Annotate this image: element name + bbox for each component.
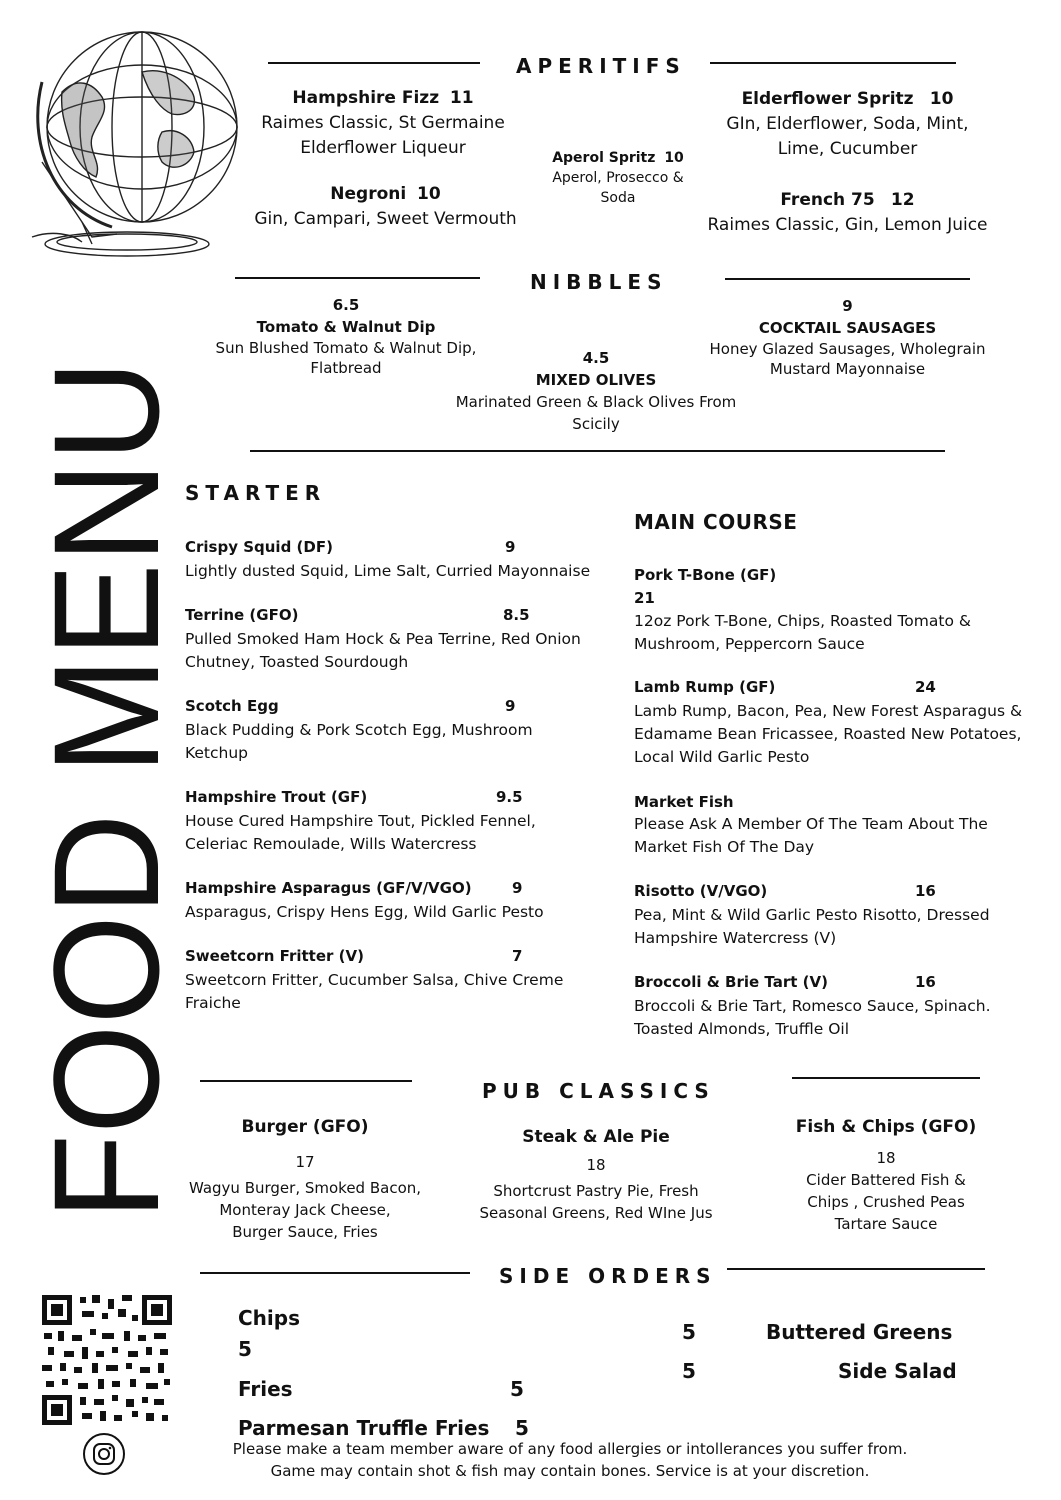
main-item: [634, 882, 1054, 950]
item-desc: Lamb Rump, Bacon, Pea, New Forest Asparagus &: [634, 702, 1023, 720]
qr-code[interactable]: [42, 1295, 172, 1425]
item-desc: Edamame Bean Fricassee, Roasted New Potatoes,: [634, 725, 1022, 743]
aperitif-negroni: [243, 182, 528, 232]
item-price: 9.5: [496, 788, 523, 806]
item-desc: House Cured Hampshire Tout, Pickled Fennel,: [185, 812, 536, 830]
side-truffle-fries: Parmesan Truffle Fries: [238, 1416, 490, 1440]
item-desc: Broccoli & Brie Tart, Romesco Sauce, Spinach.: [634, 997, 991, 1015]
main-item: [634, 564, 1054, 656]
item-desc: Pea, Mint & Wild Garlic Pesto Risotto, Dressed: [634, 906, 990, 924]
nibble-cocktail-sausages: [695, 295, 1000, 379]
item-desc: Tartare Sauce: [834, 1215, 938, 1233]
item-desc: Lime, Cucumber: [777, 139, 918, 159]
nibbles-heading: NIBBLES: [530, 270, 668, 294]
starter-item: [185, 947, 625, 1015]
item-desc: Toasted Almonds, Truffle Oil: [634, 1020, 850, 1038]
item-desc: Wagyu Burger, Smoked Bacon,: [188, 1179, 422, 1197]
item-price: 9: [842, 297, 853, 315]
side-greens-price: 5: [682, 1320, 696, 1344]
item-desc: Shortcrust Pastry Pie, Fresh: [493, 1182, 699, 1200]
item-name: Terrine (GFO): [185, 606, 299, 624]
starter-item: [185, 879, 625, 924]
item-name: Burger (GFO): [241, 1117, 369, 1137]
item-desc: Celeriac Remoulade, Wills Watercress: [185, 835, 477, 853]
item-desc: Local Wild Garlic Pesto: [634, 748, 810, 766]
item-price: 18: [586, 1156, 606, 1174]
side-fries: Fries: [238, 1377, 293, 1401]
item-price: 7: [512, 947, 523, 965]
item-price: 4.5: [582, 349, 610, 367]
nibbles-rule-left: [235, 277, 480, 279]
item-desc: Black Pudding & Pork Scotch Egg, Mushroom: [185, 721, 533, 739]
globe-illustration: [22, 22, 244, 262]
item-price: 21: [634, 589, 655, 607]
pub-item-burger: [170, 1115, 440, 1243]
item-desc: Pulled Smoked Ham Hock & Pea Terrine, Red Onion: [185, 630, 581, 648]
pub-item-steak-pie: [460, 1125, 732, 1224]
item-name: French 75: [780, 190, 875, 210]
main-item: [634, 678, 1054, 769]
starter-item: [185, 788, 625, 856]
item-desc: Please Ask A Member Of The Team About The: [634, 815, 988, 833]
item-name: Elderflower Spritz: [741, 89, 914, 109]
item-desc: Hampshire Watercress (V): [634, 929, 837, 947]
item-price: 10: [417, 184, 441, 204]
starter-item: [185, 538, 625, 583]
side-buttered-greens: Buttered Greens: [766, 1320, 953, 1344]
item-desc: Flatbread: [310, 359, 382, 377]
side-chips: Chips: [238, 1306, 300, 1330]
item-desc: Cider Battered Fish &: [806, 1171, 966, 1189]
item-name: Negroni: [330, 184, 407, 204]
item-desc: Lightly dusted Squid, Lime Salt, Curried Mayonnaise: [185, 562, 591, 580]
svg-text:FOOD MENU: FOOD MENU: [22, 303, 190, 1220]
item-desc: Ketchup: [185, 744, 249, 762]
item-desc: Marinated Green & Black Olives From: [455, 393, 737, 411]
item-price: 11: [449, 88, 474, 108]
item-name: Market Fish: [634, 793, 734, 811]
pub-rule-right: [792, 1077, 980, 1079]
item-name: Risotto (V/VGO): [634, 882, 768, 900]
item-desc: Raimes Classic, St Germaine: [261, 113, 505, 133]
item-desc: Market Fish Of The Day: [634, 838, 815, 856]
instagram-icon[interactable]: [82, 1432, 126, 1476]
item-desc: Chips , Crushed Peas: [807, 1193, 965, 1211]
item-price: 9: [512, 879, 523, 897]
item-desc: Sweetcorn Fritter, Cucumber Salsa, Chive Creme: [185, 971, 564, 989]
side-truffle-fries-price: 5: [515, 1416, 529, 1440]
item-price: 9: [505, 538, 516, 556]
item-name: Broccoli & Brie Tart (V): [634, 973, 828, 991]
nibbles-bottom-rule: [250, 450, 945, 452]
item-name: Hampshire Fizz: [292, 88, 440, 108]
starter-item: [185, 697, 625, 765]
item-price: 6.5: [332, 296, 360, 314]
sides-rule-right: [727, 1268, 985, 1270]
aperitif-french-75: [680, 188, 1015, 238]
side-chips-price: 5: [238, 1337, 252, 1361]
main-item: [634, 791, 1054, 859]
pub-classics-heading: PUB CLASSICS: [482, 1079, 715, 1103]
item-desc: Elderflower Liqueur: [300, 138, 466, 158]
item-desc: Gin, Campari, Sweet Vermouth: [254, 209, 517, 229]
side-salad-price: 5: [682, 1359, 696, 1383]
item-name: Scotch Egg: [185, 697, 279, 715]
item-desc: Monteray Jack Cheese,: [219, 1201, 391, 1219]
main-item: [634, 973, 1054, 1041]
item-name: Lamb Rump (GF): [634, 678, 776, 696]
item-price: 8.5: [503, 606, 530, 624]
aperitifs-rule-left: [268, 62, 480, 64]
item-price: 9: [505, 697, 516, 715]
starter-item: [185, 606, 625, 674]
item-price: 16: [915, 973, 936, 991]
item-name: Steak & Ale Pie: [522, 1127, 670, 1147]
item-name: Hampshire Asparagus (GF/V/VGO): [185, 879, 472, 897]
item-desc: Soda: [600, 190, 636, 206]
item-desc: Sun Blushed Tomato & Walnut Dip,: [215, 339, 477, 357]
side-salad: Side Salad: [838, 1359, 957, 1383]
nibbles-rule-right: [725, 278, 970, 280]
item-name: Hampshire Trout (GF): [185, 788, 368, 806]
aperitifs-rule-right: [710, 62, 956, 64]
side-orders-heading: SIDE ORDERS: [499, 1264, 717, 1288]
aperitif-aperol-spritz: [538, 148, 698, 208]
item-name: MIXED OLIVES: [535, 371, 657, 389]
aperitif-hampshire-fizz: [243, 86, 523, 161]
pub-item-fish-chips: [760, 1115, 1012, 1235]
item-name: Tomato & Walnut Dip: [256, 318, 436, 336]
item-desc: Chutney, Toasted Sourdough: [185, 653, 409, 671]
item-desc: Honey Glazed Sausages, Wholegrain: [709, 340, 986, 358]
item-price: 18: [876, 1149, 896, 1167]
item-desc: Scicily: [572, 415, 620, 433]
pub-rule-left: [200, 1080, 412, 1082]
item-name: Fish & Chips (GFO): [795, 1117, 977, 1137]
item-price: 16: [915, 882, 936, 900]
item-desc: Fraiche: [185, 994, 241, 1012]
item-name: Aperol Spritz: [552, 150, 656, 166]
item-name: Pork T-Bone (GF): [634, 566, 777, 584]
item-price: 17: [295, 1153, 315, 1171]
footer-service-note: Game may contain shot & fish may contain bones. Service is at your discretion.: [270, 1462, 870, 1480]
food-menu-vertical-title: [22, 303, 190, 1230]
item-desc: Asparagus, Crispy Hens Egg, Wild Garlic Pesto: [185, 903, 544, 921]
item-price: 12: [890, 190, 915, 210]
item-desc: Seasonal Greens, Red WIne Jus: [479, 1204, 713, 1222]
item-desc: Burger Sauce, Fries: [232, 1223, 378, 1241]
item-price: 10: [929, 89, 954, 109]
aperitif-elderflower-spritz: [690, 87, 1005, 162]
aperitifs-heading: APERITIFS: [516, 54, 686, 78]
item-name: COCKTAIL SAUSAGES: [758, 319, 937, 337]
starter-heading: STARTER: [185, 481, 327, 505]
item-price: 24: [915, 678, 936, 696]
sides-rule-left: [200, 1272, 470, 1274]
item-desc: Mustard Mayonnaise: [769, 360, 926, 378]
item-name: Sweetcorn Fritter (V): [185, 947, 364, 965]
side-fries-price: 5: [510, 1377, 524, 1401]
item-desc: Mushroom, Peppercorn Sauce: [634, 635, 865, 653]
item-price: 10: [664, 150, 684, 166]
item-desc: GIn, Elderflower, Soda, Mint,: [726, 114, 969, 134]
main-course-heading: MAIN COURSE: [634, 510, 798, 534]
footer-allergy-note: Please make a team member aware of any food allergies or intollerances you suffer from.: [232, 1440, 908, 1458]
item-desc: Aperol, Prosecco &: [552, 170, 684, 186]
item-desc: Raimes Classic, Gin, Lemon Juice: [707, 215, 988, 235]
item-desc: 12oz Pork T-Bone, Chips, Roasted Tomato &: [634, 612, 971, 630]
item-name: Crispy Squid (DF): [185, 538, 333, 556]
